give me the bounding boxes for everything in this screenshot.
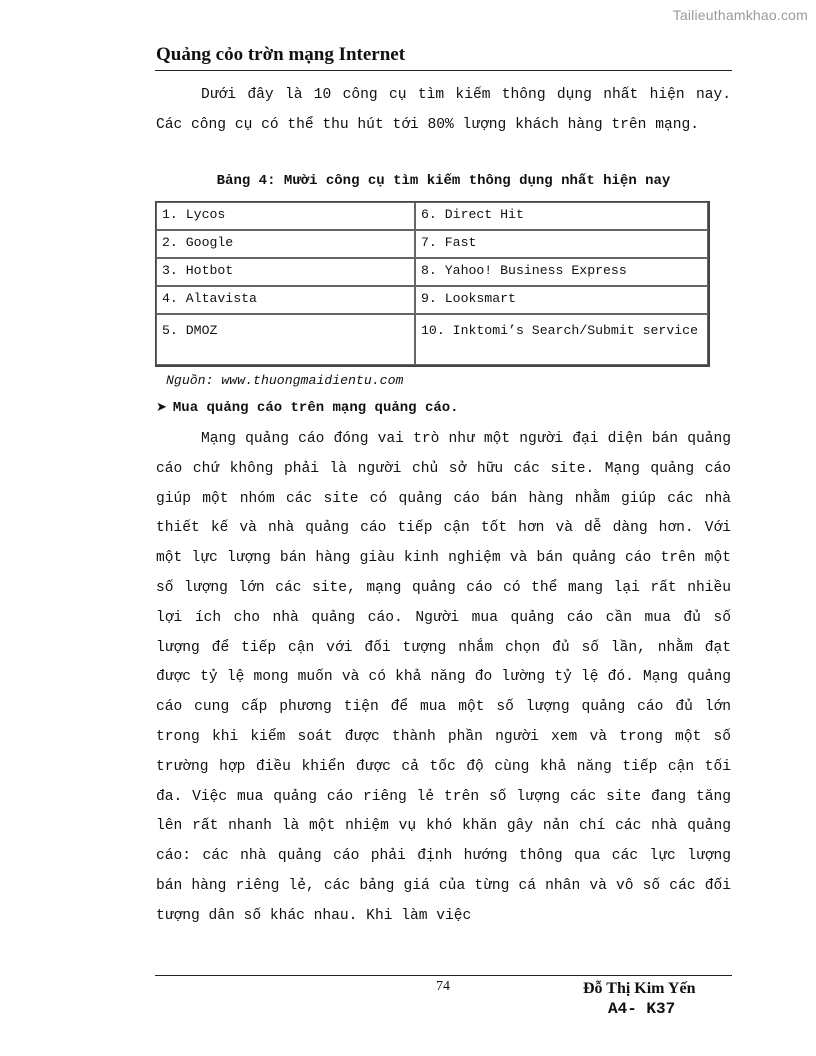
- intro-paragraph: Dưới đây là 10 công cụ tìm kiếm thông dụng nhất hiện nay. Các công cụ có thể thu hút tới 80% lượng khách hàng trên mạng.: [156, 87, 731, 133]
- class-code: A4- K37: [608, 1000, 676, 1018]
- arrow-bullet-icon: ➤: [156, 400, 167, 415]
- table-row: [156, 258, 708, 286]
- author-name: Đỗ Thị Kim Yến: [583, 980, 696, 997]
- table-cell: 7. Fast: [415, 230, 708, 258]
- footer-divider: [155, 975, 732, 976]
- table-cell: 10. Inktomi’s Search/Submit service: [415, 314, 708, 365]
- table-row: [156, 202, 708, 230]
- table-row: [156, 314, 708, 365]
- section-heading: [156, 400, 459, 416]
- table-cell: 3. Hotbot: [156, 258, 415, 286]
- table-cell: 5. DMOZ: [156, 314, 415, 365]
- table-cell: 6. Direct Hit: [415, 202, 708, 230]
- section-heading-text: Mua quảng cáo trên mạng quảng cáo.: [172, 400, 459, 416]
- table-cell: 4. Altavista: [156, 286, 415, 314]
- table-cell: 1. Lycos: [156, 202, 415, 230]
- header-divider: [155, 70, 732, 71]
- body-paragraph: Mạng quảng cáo đóng vai trò như một người đại diện bán quảng cáo chứ không phải là người chủ sở hữu các site. Mạng quảng cáo giúp một nhóm các site có quảng cáo bán hàng nhằm giúp các nhà thiết kế và nhà quảng cáo tiếp cận tốt hơn và dễ dàng hơn. Với một lực lượng bán hàng giàu kinh nghiệm và bán quảng cáo trên một số lượng lớn các site, mạng quảng cáo có thể mang lại rất nhiều lợi ích cho nhà quảng cáo. Người mua quảng cáo cần mua đủ số lượng để tiếp cận với đối tượng nhắm chọn đủ số lần, nhằm đạt được tỷ lệ mong muốn và có khả năng đo lường tỷ lệ đó. Mạng quảng cáo cung cấp phương tiện để mua một số lượng quảng cáo đủ lớn trong khi kiểm soát được thành phần người xem và trong một số trường hợp điều khiển được cả tốc độ cùng khả năng tiếp cận tối đa. Việc mua quảng cáo riêng lẻ trên số lượng các site đang tăng lên rất nhanh là một nhiệm vụ khó khăn gây nản chí các nhà quảng cáo: các nhà quảng cáo phải định hướng thông qua các lực lượng bán hàng riêng lẻ, các bảng giá của từng cá nhân và vô số các đối tượng dân số khác nhau. Khi làm việc: [156, 431, 731, 924]
- page-title: Quảng cỏo trờn mạng Internet: [156, 44, 406, 65]
- watermark: Tailieuthamkhao.com: [672, 7, 808, 23]
- table-source: Nguồn: www.thuongmaidientu.com: [166, 373, 404, 388]
- table-cell: 9. Looksmart: [415, 286, 708, 314]
- table-row: [156, 286, 708, 314]
- table-cell: 2. Google: [156, 230, 415, 258]
- table-cell: 8. Yahoo! Business Express: [415, 258, 708, 286]
- table-caption: Bảng 4: Mười công cụ tìm kiếm thông dụng nhất hiện nay: [216, 173, 671, 189]
- table-row: [156, 230, 708, 258]
- search-engines-table: [155, 201, 710, 367]
- page-number: 74: [436, 979, 450, 994]
